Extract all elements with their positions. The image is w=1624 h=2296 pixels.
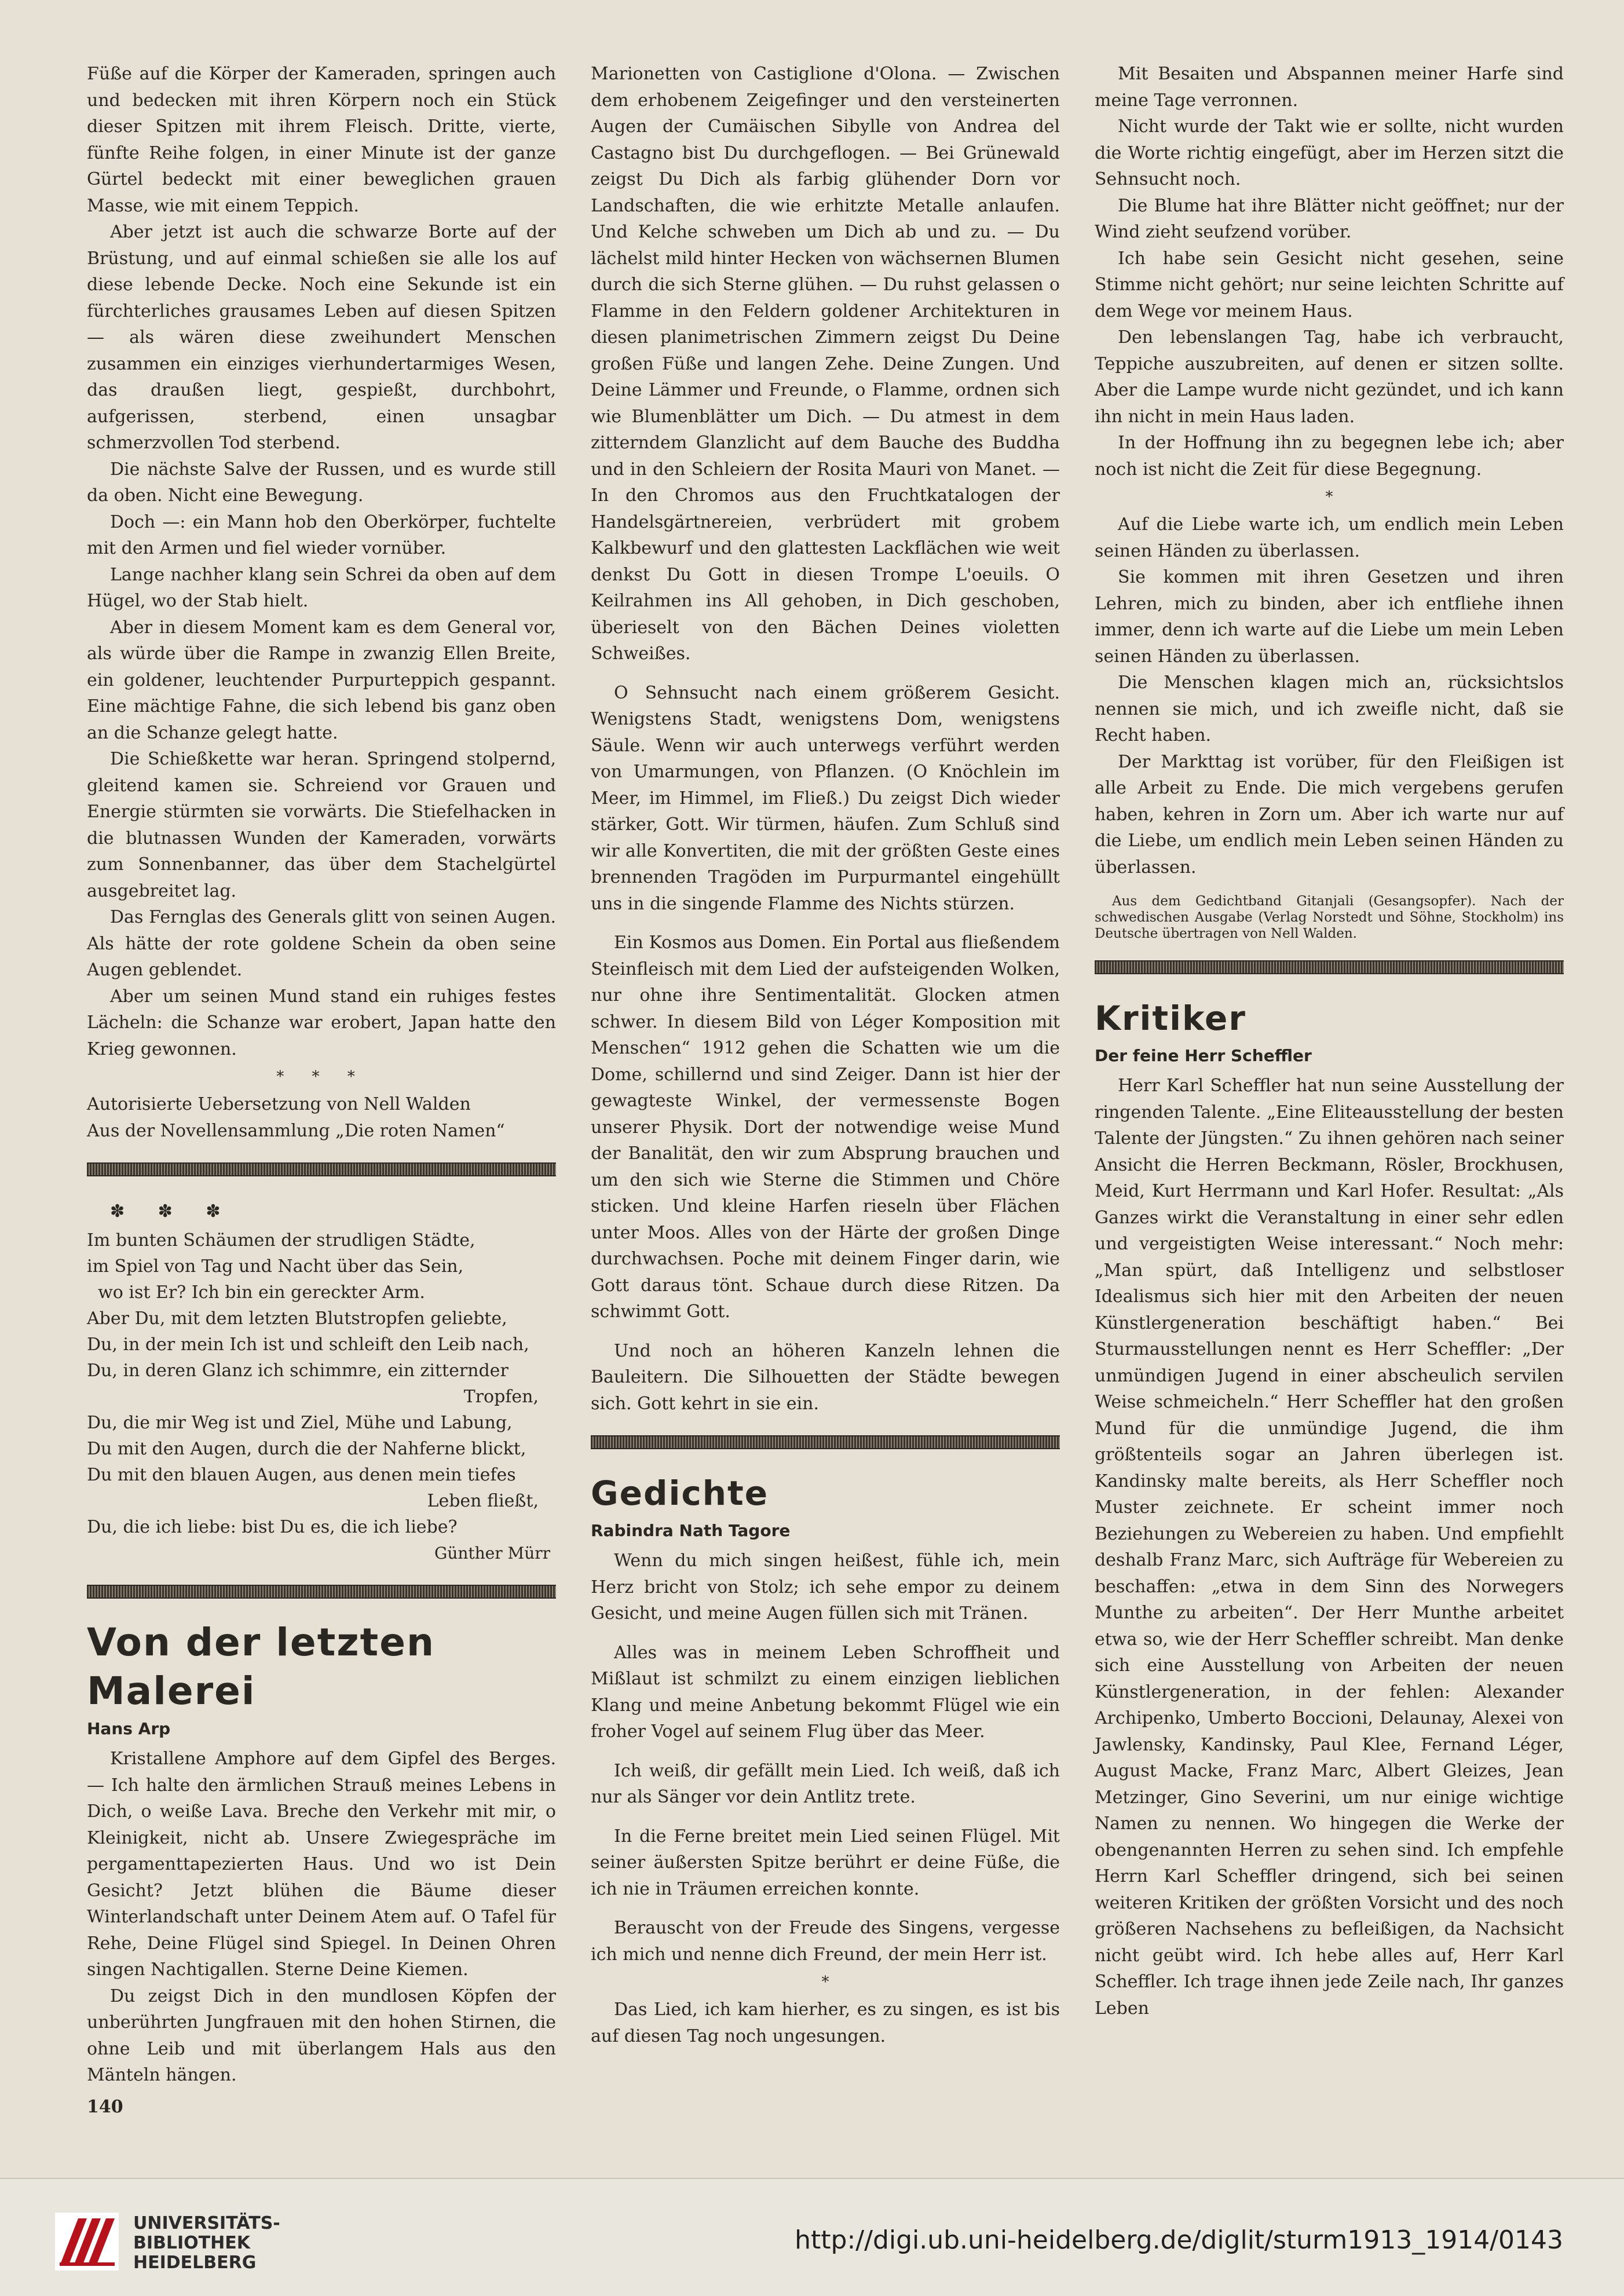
paragraph: Aber um seinen Mund stand ein ruhiges festes Lächeln: die Schanze war erobert, Japan hatte den Krieg gewonnen. — [87, 986, 556, 1059]
credit-line: Aus der Novellensammlung „Die roten Namen“ — [87, 1120, 505, 1141]
section-stars: * * * — [276, 1068, 367, 1085]
separator-rule — [87, 1162, 556, 1176]
poem-line: wo ist Er? Ich bin ein gereckter Arm. — [87, 1282, 425, 1303]
paragraph: Ein Kosmos aus Domen. Ein Portal aus fließendem Steinfleisch mit dem Lied der aufsteigenden Wolken, nur ohne ihre Sentimentalität. Glocken atmen schwer. In diesem Bild von Léger Komposition mit Menschen“ 1912 gehen die Schatten wie um die Dome, schillernd und sind Zeiger. Dann ist hier der gewagteste Winkel, der vermessenste Bogen unserer Physik. Dort der notwendige weise Mund der Banalität, den wir zum Absprung brauchen und um den sich wie Sterne die Stimmen und Chöre sticken. Und kleine Harfen rieseln über Flächen unter Moos. Alles von der Härte der großen Dinge durchwachsen. Poche mit deinem Finger darin, wie Gott daraus tönt. Schaue durch diese Ritzen. Da schwimmt Gott. — [591, 933, 1060, 1322]
poem-line: Du, in der mein Ich ist und schleift den Leib nach, — [87, 1335, 529, 1355]
poem — [87, 1227, 556, 1540]
paragraph: In der Hoffnung ihn zu begegnen lebe ich; aber noch ist nicht die Zeit für diese Begegnung. — [1095, 433, 1564, 480]
poem-line: Tropfen, — [463, 1387, 539, 1407]
paragraph: Füße auf die Körper der Kameraden, springen auch und bedecken mit ihren Körpern noch ein Stück dieser Spitzen mit ihrem Fleisch. Dritte, vierte, fünfte Reihe folgen, in einer Minute ist der ganze Gürtel bedeckt mit einer beweglichen grauen Masse, wie mit einem Teppich. — [87, 64, 556, 216]
paragraph: Ich weiß, dir gefällt mein Lied. Ich weiß, daß ich nur als Sänger vor dein Antlitz trete. — [591, 1760, 1060, 1807]
source-url-link[interactable]: http://digi.ub.uni-heidelberg.de/diglit/sturm1913_1914/0143 — [795, 2225, 1563, 2255]
paragraph: Berauscht von der Freude des Singens, vergesse ich mich und nenne dich Freund, der mein Herr ist. — [591, 1918, 1060, 1965]
paragraph: Die nächste Salve der Russen, und es wurde still da oben. Nicht eine Bewegung. — [87, 459, 556, 506]
paragraph: In die Ferne breitet mein Lied seinen Flügel. Mit seiner äußersten Spitze berührt er deine Füße, die ich nie in Träumen erreichen konnte. — [591, 1826, 1060, 1899]
flower-ornament-icon: ✽ ✽ ✽ — [110, 1201, 235, 1222]
footer-bar — [0, 2178, 1624, 2296]
poem-line: Du, die mir Weg ist und Ziel, Mühe und Labung, — [87, 1413, 513, 1433]
library-logo-icon — [55, 2213, 119, 2271]
section-title: Kritiker — [1095, 999, 1246, 1038]
paragraph: Du zeigst Dich in den mundlosen Köpfen der unberührten Jungfrauen mit den hohen Stirnen, die ohne Leib und mit überlangem Hals aus den Mänteln hängen. — [87, 1986, 556, 2085]
poem-author: Günther Mürr — [434, 1544, 550, 1563]
section-author: Rabindra Nath Tagore — [591, 1521, 791, 1540]
poem-line: Du mit den blauen Augen, aus denen mein tiefes — [87, 1465, 516, 1485]
paragraph: Ich habe sein Gesicht nicht gesehen, seine Stimme nicht gehört; nur seine leichten Schritte auf dem Wege vor meinem Haus. — [1095, 248, 1564, 321]
paragraph: Die Schießkette war heran. Springend stolpernd, gleitend kamen sie. Schreiend vor Grauen und Energie stürmten sie vorwärts. Die Stiefelhacken in die blutnassen Wunden der Kameraden, vorwärts zum Sonnenbanner, das über dem Stachelgürtel ausgebreitet lag. — [87, 749, 556, 901]
separator-rule — [87, 1585, 556, 1599]
paragraph: Das Fernglas des Generals glitt von seinen Augen. Als hätte der rote goldene Schein da oben seine Augen geblendet. — [87, 907, 556, 980]
section-star: * — [1325, 488, 1333, 506]
poem-line: Aber Du, mit dem letzten Blutstropfen geliebte, — [87, 1308, 507, 1329]
paragraph: Den lebenslangen Tag, habe ich verbraucht, Teppiche auszubreiten, auf denen er sitzen sollte. Aber die Lampe wurde nicht gezündet, und ich kann ihn nicht in mein Haus laden. — [1095, 327, 1564, 427]
column-left — [87, 61, 556, 2089]
poem-line: Im bunten Schäumen der strudligen Städte, — [87, 1230, 476, 1251]
poem-line: im Spiel von Tag und Nacht über das Sein, — [87, 1256, 464, 1277]
paragraph: Marionetten von Castiglione d'Olona. — Zwischen dem erhobenem Zeigefinger und den versteinerten Augen der Cumäischen Sibylle von Andrea del Castagno bist Du durchgeflogen. — Bei Grünewald zeigst Du Dich als farbig glühender Dorn vor Landschaften, die wie erhitzte Metalle anlaufen. Und Kelche schweben um Dich ab und zu. — Du lächelst mild hinter Hecken von wächsernen Blumen durch die sich Sterne glühen. — Du ruhst gelassen o Flamme in den Feldern goldener Architekturen in diesen planimetrischen Zimmern zeigst Du Deine großen Füße und langen Zehe. Deine Zungen. Und Deine Lämmer und Freunde, o Flamme, ordnen sich wie Blumenblätter um Dich. — Du atmest in dem zitterndem Glanzlicht auf dem Bauche des Buddha und in den Schleiern der Rosita Mauri von Manet. — In den Chromos aus den Fruchtkatalogen der Handelsgärtnereien, verbrüdert mit grobem Kalkbewurf und den glattesten Lackflächen wie weit denkst Du Gott in diesen Trompe L'oeuils. O Keilrahmen ins All gehoben, in Dich geschoben, überieselt von den Bächen Deines violetten Schweißes. — [591, 64, 1060, 664]
credit-line: Autorisierte Uebersetzung von Nell Walden — [87, 1094, 471, 1114]
paragraph: Mit Besaiten und Abspannen meiner Harfe sind meine Tage verronnen. — [1095, 64, 1564, 111]
separator-rule — [1095, 960, 1564, 974]
poem-line: Du, in deren Glanz ich schimmre, ein zitternder — [87, 1361, 509, 1381]
page-number: 140 — [87, 2097, 123, 2117]
paragraph: Und noch an höheren Kanzeln lehnen die Bauleitern. Die Silhouetten der Städte bewegen sich. Gott kehrt in sie ein. — [591, 1340, 1060, 1414]
paragraph: Alles was in meinem Leben Schroffheit und Mißlaut ist schmilzt zu einem einzigen lieblichen Klang und meine Anbetung bekommt Flügel wie ein froher Vogel auf seinem Flug über das Meer. — [591, 1642, 1060, 1742]
paragraph: Kristallene Amphore auf dem Gipfel des Berges. — Ich halte den ärmlichen Strauß meines Lebens in Dich, o weiße Lava. Breche den Verkehr mit mir, o Kleinigkeit, nicht ab. Unsere Zwiegespräche im pergamenttapezierten Haus. Und wo ist Dein Gesicht? Jetzt blühen die Bäume dieser Winterlandschaft unter Deinem Atem auf. O Tafel für Rehe, Deine Flügel sind Spiegel. In Deinen Ohren singen Nachtigallen. Sterne Deine Kiemen. — [87, 1749, 556, 1980]
paragraph: Wenn du mich singen heißest, fühle ich, mein Herz bricht von Stolz; ich sehe empor zu deinem Gesicht, und meine Augen füllen sich mit Tränen. — [591, 1551, 1060, 1624]
separator-rule — [591, 1435, 1060, 1449]
poem-line: Du, die ich liebe: bist Du es, die ich liebe? — [87, 1517, 458, 1537]
column-middle — [591, 61, 1060, 2049]
paragraph: Aber jetzt ist auch die schwarze Borte auf der Brüstung, und auf einmal schießen sie alle los auf diese lebende Decke. Noch eine Sekunde ist ein fürchterliches grausames Leben auf diesen Spitzen — als wären diese zweihundert Menschen zusammen ein einziges vierhundertarmiges Wesen, das draußen liegt, gespießt, durchbohrt, aufgerissen, sterbend, einen unsagbar schmerzvollen Tod sterbend. — [87, 222, 556, 453]
article-author: Hans Arp — [87, 1719, 171, 1738]
section-subtitle: Der feine Herr Scheffler — [1095, 1046, 1312, 1065]
paragraph: Die Menschen klagen mich an, rücksichtslos nennen sie mich, und ich zweifle nicht, daß sie Recht haben. — [1095, 672, 1564, 745]
paragraph: Sie kommen mit ihren Gesetzen und ihren Lehren, mich zu binden, aber ich entfliehe ihnen immer, denn ich warte auf die Liebe um mein Leben seinen Händen zu überlassen. — [1095, 567, 1564, 667]
paragraph: Das Lied, ich kam hierher, es zu singen, es ist bis auf diesen Tag noch ungesungen. — [591, 1999, 1060, 2046]
article-title: Von der letzten Malerei — [87, 1620, 435, 1713]
paragraph: Doch —: ein Mann hob den Oberkörper, fuchtelte mit den Armen und fiel wieder vornüber. — [87, 511, 556, 558]
column-right — [1095, 61, 1564, 2021]
paragraph: Herr Karl Scheffler hat nun seine Ausstellung der ringenden Talente. „Eine Eliteausstellung der besten Talente der Jüngsten.“ Zu ihnen gehören nach seiner Ansicht die Herren Beckmann, Rösler, Brockhusen, Meid, Kurt Herrmann und Karl Hofer. Resultat: „Als Ganzes wirkt die Veranstaltung in einer sehr edlen und vergeistigten Weise interessant.“ Noch mehr: „Man spürt, daß Intelligenz und selbstloser Idealismus sich hier mit den Arbeiten der neuen Künstlergeneration beschäftigt haben.“ Bei Sturmausstellungen nennt es Herr Scheffler: „Der unmündigen Jugend in einer abscheulich servilen Weise schmeicheln.“ Herr Scheffler hat den großen Mund für die unmündige Jugend, die ihm größtenteils sogar an Jahren überlegen ist. Kandinsky malte bereits, als Herr Scheffler noch Muster zeichnete. Er scheint immer noch Beziehungen zu Webereien zu haben. Und empfiehlt deshalb Franz Marc, sich Aufträge für Webereien zu beschaffen: „etwa in dem Sinn des Norwegers Munthe zu arbeiten“. Der Herr Munthe arbeitet etwa so, wie der Herr Scheffler schreibt. Man denke sich eine Ausstellung von Arbeiten der neuen Künstlergeneration, in der fehlen: Alexander Archipenko, Umberto Boccioni, Delaunay, Alexei von Jawlensky, Kandinsky, Paul Klee, Fernand Léger, August Macke, Franz Marc, Albert Gleizes, Jean Metzinger, Gino Severini, um nur einige wichtige Namen zu nennen. Wo hingegen die Werke der obengenannten Herren zu sehen sind. Ich empfehle Herrn Karl Scheffler dringend, sich bei seinen weiteren Kritiken der größten Vorsicht und des noch größeren Nachsehens zu befleißigen, da Nachsicht nicht geübt wird. Ich hebe alles auf, Herr Karl Scheffler. Ich trage ihnen jede Zeile nach, Ihr ganzes Leben — [1095, 1076, 1564, 2019]
poem-line: Du mit den Augen, durch die der Nahferne blickt, — [87, 1439, 526, 1459]
section-star: * — [821, 1973, 829, 1991]
paragraph: Auf die Liebe warte ich, um endlich mein Leben seinen Händen zu überlassen. — [1095, 514, 1564, 561]
source-note: Aus dem Gedichtband Gitanjali (Gesangsopfer). Nach der schwedischen Ausgabe (Verlag Norstedt und Söhne, Stockholm) ins Deutsche übertragen von Nell Walden. — [1095, 894, 1564, 941]
paragraph: Nicht wurde der Takt wie er sollte, nicht wurden die Worte richtig eingefügt, aber im Herzen sitzt die Sehnsucht noch. — [1095, 116, 1564, 189]
library-name: UNIVERSITÄTS- BIBLIOTHEK HEIDELBERG — [133, 2213, 280, 2273]
paragraph: O Sehnsucht nach einem größerem Gesicht. Wenigstens Stadt, wenigstens Dom, wenigstens Säule. Wenn wir auch unterwegs verführt werden von Umarmungen, von Pflanzen. (O Knöchlein im Meer, im Himmel, im Fließ.) Du zeigst Dich wieder stärker, Gott. Wir türmen, häufen. Zum Schluß sind wir alle Konvertiten, die mit der größten Geste eines brennenden Tragöden im Purpurmantel eingehüllt uns in die singende Flamme des Nichts stürzen. — [591, 682, 1060, 914]
paragraph: Die Blume hat ihre Blätter nicht geöffnet; nur der Wind zieht seufzend vorüber. — [1095, 195, 1564, 242]
paragraph: Aber in diesem Moment kam es dem General vor, als würde über die Rampe in zwanzig Ellen Breite, ein goldener, leuchtender Purpurteppich gespannt. Eine mächtige Fahne, die sich lebend bis ganz oben an die Schanze gelegt hatte. — [87, 617, 556, 743]
poem-line: Leben fließt, — [427, 1491, 539, 1511]
paragraph: Der Markttag ist vorüber, für den Fleißigen ist alle Arbeit zu Ende. Die mich vergebens gerufen haben, kehren in Zorn um. Aber ich warte nur auf die Liebe, um endlich mein Leben seinen Händen zu überlassen. — [1095, 751, 1564, 878]
section-title: Gedichte — [591, 1474, 769, 1513]
paragraph: Lange nachher klang sein Schrei da oben auf dem Hügel, wo der Stab hielt. — [87, 564, 556, 611]
